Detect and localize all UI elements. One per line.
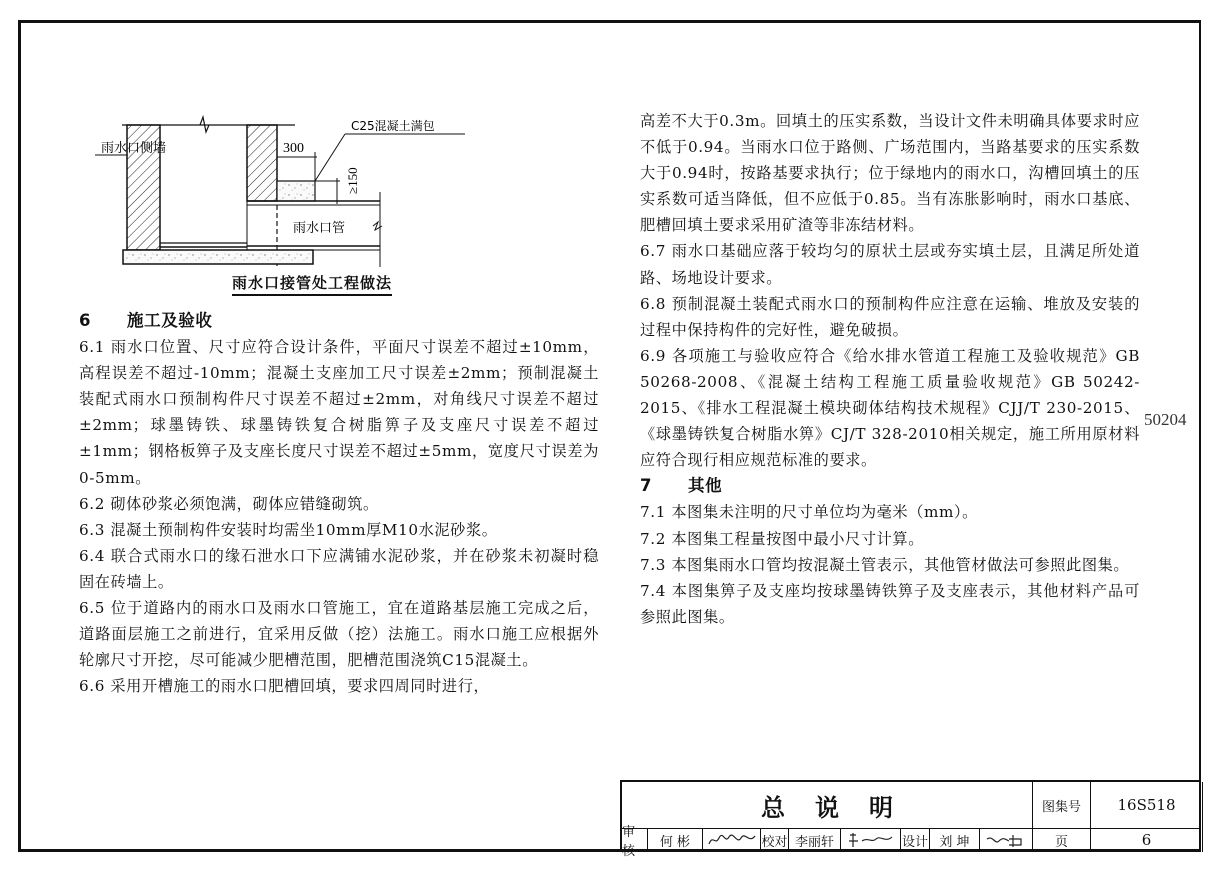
review-label: 审核 <box>622 828 648 852</box>
item-6-5: 6.5 位于道路内的雨水口及雨水口管施工，宜在道路基层施工完成之后，道路面层施工之前进行，宜采用反做（挖）法施工。雨水口施工应根据外轮廓尺寸开挖，尽可能减少肥槽范围，肥槽范围浇筑C15混凝土。 <box>79 599 599 670</box>
side-page-number: 50204 <box>1144 410 1187 429</box>
item-6-7: 6.7 雨水口基础应落于较均匀的原状土层或夯实填土层，且满足所处道路、场地设计要求。 <box>640 242 1140 287</box>
left-text-column <box>79 308 599 699</box>
item-7-1: 7.1 本图集未注明的尺寸单位均为毫米（mm）。 <box>640 503 978 522</box>
item-6-4: 6.4 联合式雨水口的缘石泄水口下应满铺水泥砂浆，并在砂浆未初凝时稳固在砖墙上。 <box>79 546 599 591</box>
atlas-number-label: 图集号 <box>1033 782 1091 828</box>
drawing-title: 总说明 <box>622 782 1033 828</box>
checker-signature <box>841 828 901 852</box>
reviewer-name: 何 彬 <box>648 828 703 852</box>
section-number: 7 <box>640 476 653 496</box>
item-6-6-start: 6.6 采用开槽施工的雨水口肥槽回填，要求四周同时进行， <box>79 677 490 696</box>
section-title: 施工及验收 <box>127 311 213 330</box>
section-7-heading <box>640 473 1140 499</box>
title-block <box>620 780 1201 859</box>
page-label: 页 <box>1033 828 1091 852</box>
item-6-1: 6.1 雨水口位置、尺寸应符合设计条件，平面尺寸误差不超过±10mm，高程误差不超过-10mm；混凝土支座加工尺寸误差±2mm；预制混凝土装配式雨水口预制构件尺寸误差不超过±2mm，对角线尺寸误差不超过±2mm；球墨铸铁、球墨铸铁复合树脂箅子及支座尺寸误差不超过±1mm；钢格板箅子及支座长度尺寸误差不超过±5mm，宽度尺寸误差为0-5mm。 <box>79 338 599 487</box>
title-block-row-2 <box>622 825 1201 859</box>
item-6-6-continued: 高差不大于0.3m。回填土的压实系数，当设计文件未明确具体要求时应不低于0.94。当雨水口位于路侧、广场范围内，当路基要求的压实系数大于0.94时，按路基要求执行；位于绿地内的雨水口，沟槽回填土的压实系数可适当降低，但不应低于0.85。当有冻胀影响时，雨水口基底、肥槽回填土要求采用矿渣等非冻结材料。 <box>640 112 1140 235</box>
side-wall-label: 雨水口侧墙 <box>101 141 167 156</box>
designer-signature <box>980 828 1033 852</box>
dim-150-label: ≥150 <box>345 167 360 194</box>
section-6-heading <box>79 308 599 334</box>
checker-name: 李丽轩 <box>789 828 841 852</box>
pipe-label: 雨水口管 <box>293 221 346 236</box>
item-6-2: 6.2 砌体砂浆必须饱满，砌体应错缝砌筑。 <box>79 494 379 513</box>
section-title: 其他 <box>688 476 723 496</box>
figure-caption: 雨水口接管处工程做法 <box>232 272 392 296</box>
section-number: 6 <box>79 311 92 330</box>
designer-name: 刘 坤 <box>930 828 980 852</box>
item-7-4: 7.4 本图集箅子及支座均按球墨铸铁箅子及支座表示，其他材料产品可参照此图集。 <box>640 581 1140 626</box>
item-6-3: 6.3 混凝土预制构件安装时均需坐10mm厚M10水泥砂浆。 <box>79 520 498 539</box>
item-7-3: 7.3 本图集雨水口管均按混凝土管表示，其他管材做法可参照此图集。 <box>640 555 1130 574</box>
page-number: 6 <box>1091 828 1203 852</box>
reviewer-signature <box>703 828 761 852</box>
design-label: 设计 <box>901 828 930 852</box>
item-7-2: 7.2 本图集工程量按图中最小尺寸计算。 <box>640 529 924 548</box>
item-6-8: 6.8 预制混凝土装配式雨水口的预制构件应注意在运输、堆放及安装的过程中保持构件的完好性，避免破损。 <box>640 294 1140 339</box>
atlas-number: 16S518 <box>1091 782 1203 828</box>
right-text-column <box>640 108 1140 630</box>
concrete-label: C25混凝土满包 <box>351 119 435 133</box>
dim-300-label: 300 <box>283 141 304 156</box>
item-6-9: 6.9 各项施工与验收应符合《给水排水管道工程施工及验收规范》GB 50268-2008、《混凝土结构工程施工质量验收规范》GB 50242-2015、《排水工程混凝土模块砌体结构技术规程》CJJ/T 230-2015、《球墨铸铁复合树脂水箅》CJ/T 328-2010相关规定，施工所用原材料应符合现行相应规范标准的要求。 <box>640 346 1140 470</box>
check-label: 校对 <box>761 828 789 852</box>
title-block-row-1 <box>622 782 1201 829</box>
